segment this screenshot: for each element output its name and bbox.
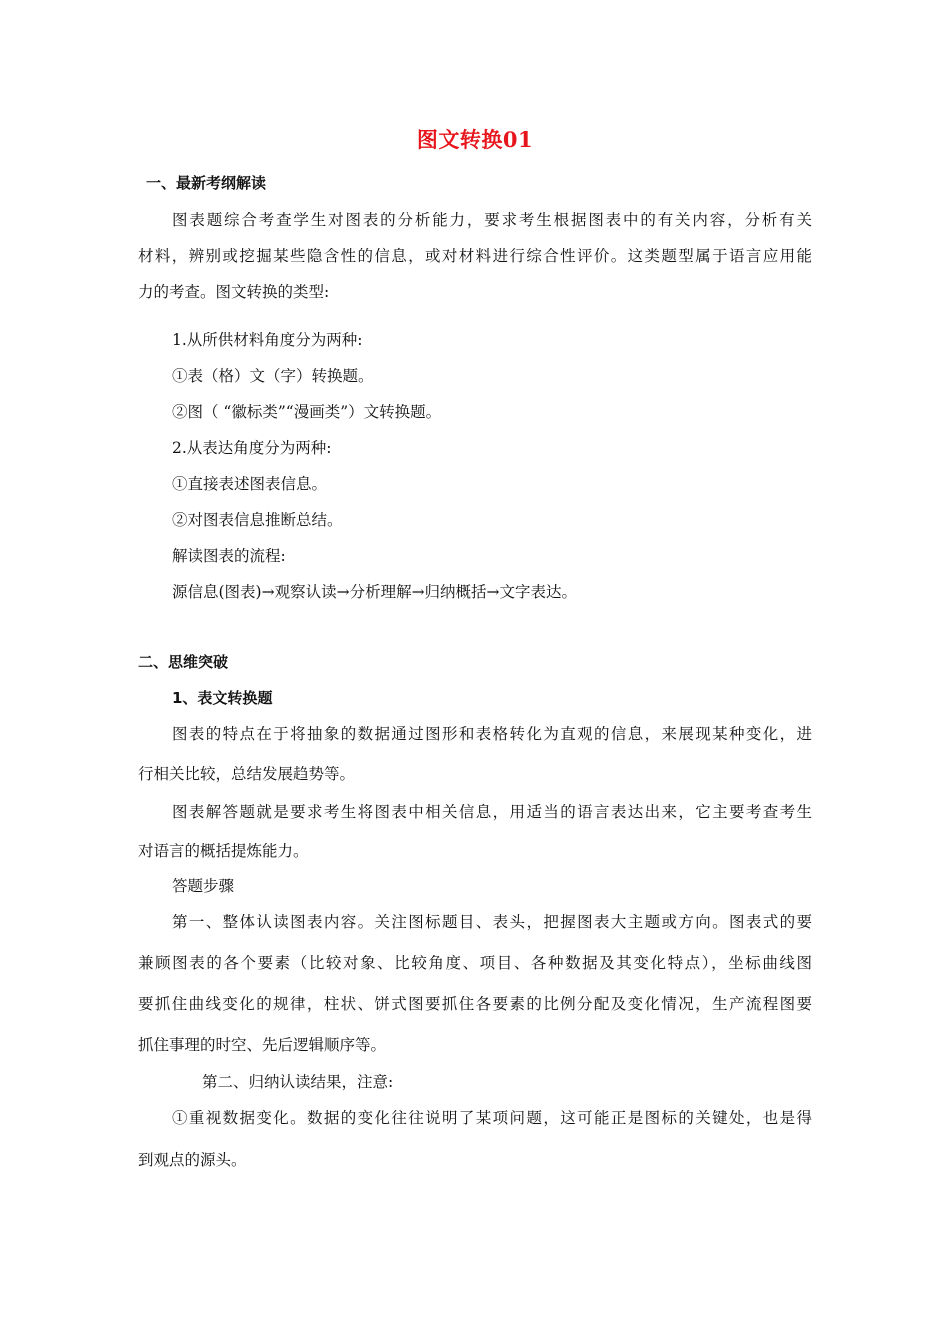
section1-item2: 2.从表达角度分为两种: xyxy=(172,439,332,457)
section2-note1-line2: 到观点的源头。 xyxy=(138,1151,247,1169)
section1-item2b: ②对图表信息推断总结。 xyxy=(172,511,343,529)
section1-heading: 一、最新考纲解读 xyxy=(146,174,267,192)
section1-item1b: ②图（ “徽标类”“漫画类”）文转换题。 xyxy=(172,403,442,421)
section2-p1-line1: 图表的特点在于将抽象的数据通过图形和表格转化为直观的信息，来展现某种变化，进 xyxy=(172,725,812,743)
section1-para1-line1: 图表题综合考查学生对图表的分析能力，要求考生根据图表中的有关内容，分析有关 xyxy=(172,211,812,229)
section1-para1-line2: 材料，辨别或挖掘某些隐含性的信息，或对材料进行综合性评价。这类题型属于语言应用能 xyxy=(138,247,812,265)
section2-step2: 第二、归纳认读结果，注意: xyxy=(202,1073,394,1091)
section2-step1-line1: 第一、整体认读图表内容。关注图标题目、表头，把握图表大主题或方向。图表式的要 xyxy=(172,913,812,931)
section1-item1a: ①表（格）文（字）转换题。 xyxy=(172,367,374,385)
section1-flow-label: 解读图表的流程: xyxy=(172,547,286,565)
section2-sub1: 1、表文转换题 xyxy=(172,689,273,707)
section2-heading: 二、思维突破 xyxy=(138,653,229,671)
section2-steps-label: 答题步骤 xyxy=(172,877,235,895)
section2-step1-line3: 要抓住曲线变化的规律，柱状、饼式图要抓住各要素的比例分配及变化情况，生产流程图要 xyxy=(138,995,812,1013)
section2-p1-line2: 行相关比较，总结发展趋势等。 xyxy=(138,765,356,783)
section1-item2a: ①直接表述图表信息。 xyxy=(172,475,328,493)
document-title: 图文转换01 xyxy=(416,127,534,152)
section2-note1-line1: ①重视数据变化。数据的变化往往说明了某项问题，这可能正是图标的关键处，也是得 xyxy=(172,1109,812,1127)
section1-flow: 源信息(图表)→观察认读→分析理解→归纳概括→文字表达。 xyxy=(172,583,578,601)
section2-step1-line2: 兼顾图表的各个要素（比较对象、比较角度、项目、各种数据及其变化特点），坐标曲线图 xyxy=(138,954,812,972)
section1-para1-line3: 力的考查。图文转换的类型: xyxy=(138,283,330,301)
section2-step1-line4: 抓住事理的时空、先后逻辑顺序等。 xyxy=(138,1036,387,1054)
section2-p2-line2: 对语言的概括提炼能力。 xyxy=(138,842,309,860)
section2-p2-line1: 图表解答题就是要求考生将图表中相关信息，用适当的语言表达出来，它主要考查考生 xyxy=(172,803,812,821)
section1-item1: 1.从所供材料角度分为两种: xyxy=(172,331,363,349)
